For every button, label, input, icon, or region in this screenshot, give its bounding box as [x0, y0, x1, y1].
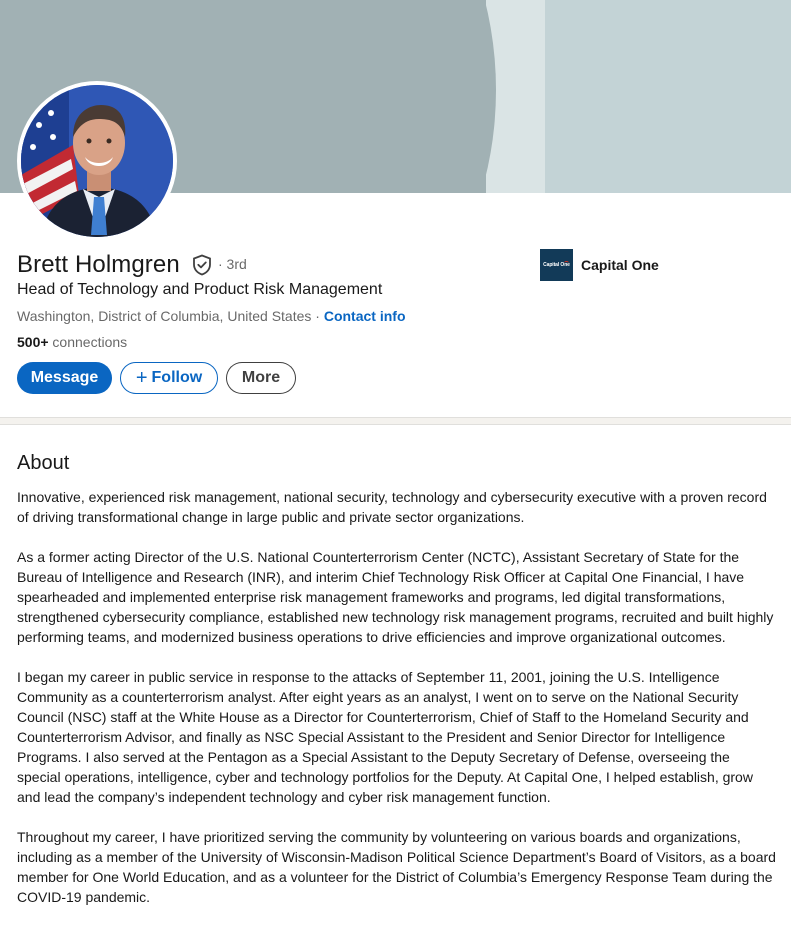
company-logo-swoosh [564, 261, 569, 265]
about-paragraph: As a former acting Director of the U.S. National Counterterrorism Center (NCTC), Assistant Secretary of State for the Bureau of Intelligence and Research (INR), and interim Chief Technology Risk Officer at Capital One Financial, I have spearheaded and implemented enterprise risk management frameworks and programs, led digital transformations, strengthened cybersecurity compliance, established new technology risk management programs, recruited and built highly performing teams, and modernized business operations to drive efficiencies and improve organizational outcomes. [17, 549, 774, 645]
connections-label: connections [48, 334, 128, 350]
location-separator: · [311, 308, 324, 324]
profile-location: Washington, District of Columbia, United States [17, 308, 312, 324]
connections-count[interactable] [17, 334, 127, 350]
about-heading: About [17, 452, 70, 474]
follow-label: Follow [151, 369, 203, 386]
about-paragraph: Innovative, experienced risk management, national security, technology and cybersecurity executive with a proven record of driving transformational change in large public and private sector organizations. [17, 489, 767, 525]
avatar-photo [21, 85, 173, 237]
profile-location-line [17, 308, 406, 324]
company-name: Capital One [581, 257, 659, 273]
connection-degree: · 3rd [218, 256, 247, 272]
profile-avatar[interactable] [17, 81, 177, 241]
about-paragraph: Throughout my career, I have prioritized serving the community by volunteering on various boards and organizations, including as a member of the University of Wisconsin-Madison Political Science Department’s Board of Visitors, as a board member for One World Education, and as a volunteer for the District of Columbia’s Emergency Response Team during the COVID-19 pandemic. [17, 829, 776, 905]
about-paragraph: I began my career in public service in response to the attacks of September 11, 2001, joining the U.S. Intelligence Community as a counterterrorism analyst. After eight years as an analyst, I went on to serve on the National Security Council (NSC) staff at the White House as a Director for Counterterrorism, Chief of Staff to the Homeland Security and Counterterrorism Advisor, and finally as NSC Special Assistant to the President and Senior Director for Intelligence Programs. I also served at the Pentagon as a Special Assistant to the Deputy Secretary of Defense, overseeing the special operations, intelligence, cyber and technology portfolios for the Deputy. At Capital One, I helped establish, grow and lead the company’s independent technology and cyber risk management function. [17, 669, 753, 805]
profile-headline: Head of Technology and Product Risk Management [17, 281, 383, 298]
company-logo-text: Capital One [543, 262, 570, 268]
more-button[interactable]: More [226, 362, 296, 394]
banner-band [545, 0, 791, 193]
about-text [17, 487, 777, 927]
profile-name: Brett Holmgren [17, 251, 180, 278]
verified-shield-icon[interactable] [192, 254, 212, 276]
follow-button[interactable] [120, 362, 218, 394]
company-logo [540, 249, 573, 281]
message-button[interactable]: Message [17, 362, 112, 394]
connections-number: 500+ [17, 334, 49, 350]
current-company[interactable] [540, 249, 659, 281]
contact-info-link[interactable]: Contact info [323, 308, 406, 324]
plus-icon: + [135, 367, 148, 389]
section-divider [0, 417, 791, 425]
